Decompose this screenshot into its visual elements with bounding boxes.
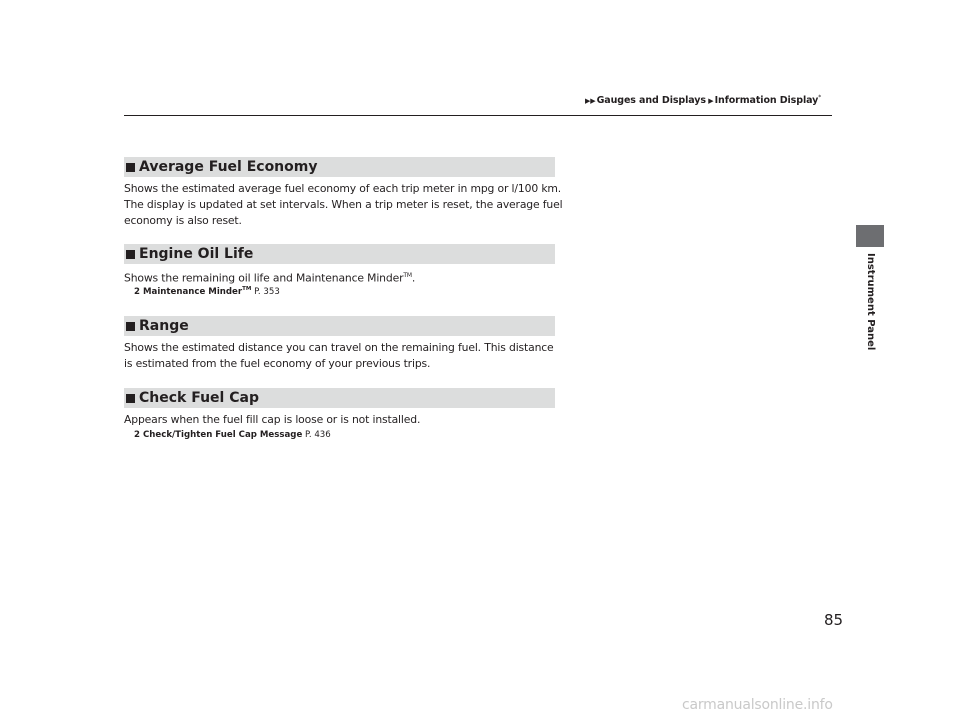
body-text: Shows the remaining oil life and Maintenance Minder — [124, 271, 404, 285]
body-period: . — [411, 271, 416, 285]
section-heading-check-fuel-cap — [124, 388, 555, 408]
section-title: Check Fuel Cap — [139, 390, 259, 406]
breadcrumb-arrow-icon: ▶ — [705, 97, 714, 106]
section-square-icon — [126, 163, 135, 172]
breadcrumb-arrow-icon: ▶▶ — [585, 97, 596, 106]
section-title: Engine Oil Life — [139, 246, 254, 262]
breadcrumb-asterisk: * — [818, 94, 822, 101]
chapter-tab-marker — [856, 225, 884, 247]
section-body-engine-oil-life — [124, 268, 564, 287]
section-heading-engine-oil-life — [124, 244, 555, 264]
section-title: Range — [139, 318, 189, 334]
section-body-range: Shows the estimated distance you can travel on the remaining fuel. This distance is estimated from the fuel economy of your previous trips. — [124, 341, 554, 370]
section-title: Average Fuel Economy — [139, 159, 318, 175]
breadcrumb-item-info-display[interactable]: Information Display — [714, 95, 819, 107]
watermark: carmanualsonline.info — [682, 697, 833, 713]
xref-check-fuel-cap-message[interactable] — [134, 430, 331, 440]
chapter-tab-label[interactable]: Instrument Panel — [865, 253, 876, 351]
section-body-average-fuel-economy: Shows the estimated average fuel economy of each trip meter in mpg or l/100 km. The display is updated at set intervals. When a trip meter is reset, the average fuel economy is also reset. — [124, 182, 563, 227]
section-heading-average-fuel-economy — [124, 157, 555, 177]
xref-title: Check/Tighten Fuel Cap Message — [142, 430, 303, 440]
breadcrumb-item-gauges[interactable]: Gauges and Displays — [596, 95, 706, 107]
xref-page: P. 353 — [254, 286, 280, 297]
cross-reference-icon: 2 — [134, 430, 140, 440]
header-rule — [124, 115, 832, 116]
section-heading-range — [124, 316, 555, 336]
xref-page: P. 436 — [305, 430, 331, 440]
section-square-icon — [126, 250, 135, 259]
section-body-check-fuel-cap: Appears when the fuel fill cap is loose or is not installed. — [124, 413, 421, 426]
page-number: 85 — [824, 611, 844, 629]
xref-title: Maintenance Minder™ — [142, 286, 252, 297]
xref-maintenance-minder[interactable] — [134, 286, 280, 297]
section-square-icon — [126, 394, 135, 403]
cross-reference-icon: 2 — [134, 286, 140, 297]
breadcrumb — [585, 94, 821, 106]
trademark-mark: TM — [403, 272, 412, 279]
section-square-icon — [126, 322, 135, 331]
